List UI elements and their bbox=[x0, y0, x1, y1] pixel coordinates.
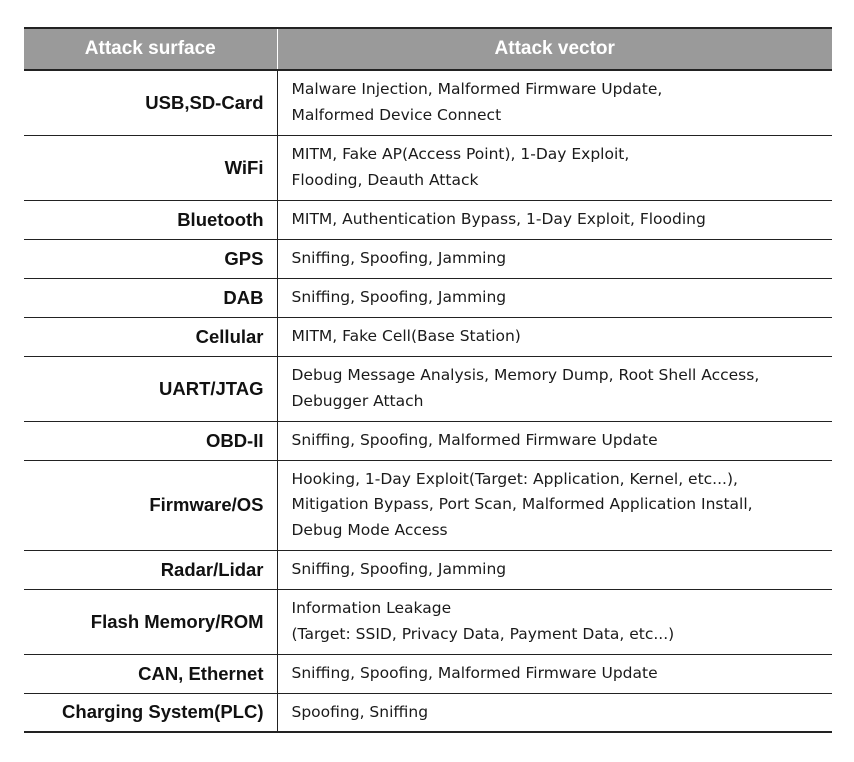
attack-vector-line: Malformed Device Connect bbox=[291, 105, 502, 124]
table-row bbox=[24, 135, 832, 200]
attack-vector-line: Sniffing, Spoofing, Malformed Firmware Update bbox=[291, 430, 658, 449]
table-row bbox=[24, 239, 832, 278]
attack-vector-line: MITM, Fake AP(Access Point), 1-Day Exploit, bbox=[291, 145, 630, 163]
attack-vector-cell bbox=[277, 135, 832, 200]
attack-surface-cell: Firmware/OS bbox=[24, 460, 277, 550]
table-row bbox=[24, 589, 832, 654]
attack-surface-cell: Charging System(PLC) bbox=[24, 693, 277, 732]
attack-vector-line: Debugger Attach bbox=[291, 391, 424, 410]
table-row bbox=[24, 356, 832, 421]
attack-vector-line: MITM, Authentication Bypass, 1-Day Exploit, Flooding bbox=[291, 209, 706, 228]
table-row bbox=[24, 421, 832, 460]
attack-vector-cell bbox=[277, 589, 832, 654]
attack-vector-line: Spoofing, Sniffing bbox=[291, 702, 429, 721]
attack-vector-line: Sniffing, Spoofing, Malformed Firmware Update bbox=[291, 663, 658, 682]
attack-vector-cell bbox=[277, 239, 832, 278]
attack-surface-cell: Radar/Lidar bbox=[24, 550, 277, 589]
table-row bbox=[24, 70, 832, 135]
attack-surface-cell: DAB bbox=[24, 278, 277, 317]
attack-vector-line: Sniffing, Spoofing, Jamming bbox=[291, 559, 507, 578]
attack-surface-cell: Bluetooth bbox=[24, 200, 277, 239]
attack-surface-cell: WiFi bbox=[24, 135, 277, 200]
attack-vector-cell bbox=[277, 356, 832, 421]
table-row bbox=[24, 200, 832, 239]
table-row bbox=[24, 278, 832, 317]
table-row bbox=[24, 654, 832, 693]
attack-vector-cell bbox=[277, 654, 832, 693]
attack-vector-line: Sniffing, Spoofing, Jamming bbox=[291, 248, 507, 267]
table-row bbox=[24, 317, 832, 356]
attack-vector-cell bbox=[277, 70, 832, 135]
attack-vector-line: Debug Message Analysis, Memory Dump, Root Shell Access, bbox=[291, 366, 760, 384]
attack-surface-cell: Cellular bbox=[24, 317, 277, 356]
attack-vector-line: Mitigation Bypass, Port Scan, Malformed Application Install, bbox=[291, 495, 753, 514]
attack-surface-table-container bbox=[24, 27, 832, 733]
attack-surface-cell: GPS bbox=[24, 239, 277, 278]
table-row bbox=[24, 550, 832, 589]
attack-vector-line: Sniffing, Spoofing, Jamming bbox=[291, 287, 507, 306]
header-attack-vector: Attack vector bbox=[277, 28, 832, 70]
attack-vector-cell bbox=[277, 693, 832, 732]
attack-surface-cell: CAN, Ethernet bbox=[24, 654, 277, 693]
attack-vector-cell bbox=[277, 317, 832, 356]
attack-vector-line: Information Leakage bbox=[291, 599, 452, 617]
header-row bbox=[24, 28, 832, 70]
attack-vector-cell bbox=[277, 550, 832, 589]
attack-vector-line: MITM, Fake Cell(Base Station) bbox=[291, 326, 521, 345]
attack-vector-cell bbox=[277, 460, 832, 550]
attack-surface-cell: USB,SD-Card bbox=[24, 70, 277, 135]
attack-vector-cell bbox=[277, 278, 832, 317]
attack-vector-cell bbox=[277, 200, 832, 239]
table-row bbox=[24, 693, 832, 732]
header-attack-surface: Attack surface bbox=[24, 28, 277, 70]
attack-vector-line: (Target: SSID, Privacy Data, Payment Data, etc...) bbox=[291, 624, 675, 643]
attack-vector-line: Hooking, 1-Day Exploit(Target: Application, Kernel, etc...), bbox=[291, 469, 738, 488]
attack-surface-table bbox=[24, 27, 832, 733]
attack-vector-line: Malware Injection, Malformed Firmware Update, bbox=[291, 80, 663, 99]
attack-surface-cell: OBD-II bbox=[24, 421, 277, 460]
attack-vector-line: Debug Mode Access bbox=[291, 520, 448, 539]
attack-vector-line: Flooding, Deauth Attack bbox=[291, 170, 479, 189]
attack-surface-cell: Flash Memory/ROM bbox=[24, 589, 277, 654]
attack-surface-cell: UART/JTAG bbox=[24, 356, 277, 421]
table-row bbox=[24, 460, 832, 550]
attack-vector-cell bbox=[277, 421, 832, 460]
